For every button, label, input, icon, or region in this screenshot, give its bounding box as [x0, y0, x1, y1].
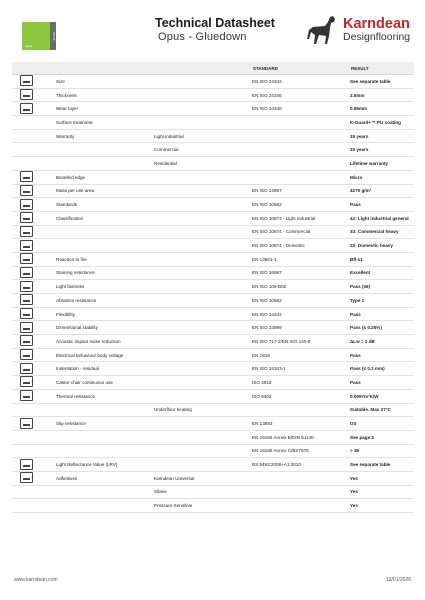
row-property — [56, 485, 154, 499]
row-icon-cell — [12, 157, 56, 171]
table-row — [12, 170, 414, 184]
row-option — [154, 252, 252, 266]
row-property: Slip resistance — [56, 417, 154, 431]
row-icon-cell — [12, 266, 56, 280]
row-result: 4270 g/m² — [350, 184, 414, 198]
row-standard — [252, 471, 350, 485]
spec-table-body — [12, 75, 414, 513]
spec-icon — [20, 335, 33, 346]
row-option — [154, 321, 252, 335]
table-row — [12, 458, 414, 472]
row-standard — [252, 403, 350, 417]
table-row — [12, 157, 414, 171]
row-standard: EN 13501-1 — [252, 252, 350, 266]
row-standard — [252, 129, 350, 143]
spec-icon — [20, 349, 33, 360]
table-row — [12, 252, 414, 266]
row-property: Bevelled edge — [56, 170, 154, 184]
spec-icon — [20, 376, 33, 387]
row-property — [56, 225, 154, 239]
row-option — [154, 116, 252, 130]
row-standard: EN ISO 717-2/EN ISO 140-8 — [252, 335, 350, 349]
table-row — [12, 417, 414, 431]
spec-icon — [20, 472, 33, 483]
table-row — [12, 389, 414, 403]
row-option — [154, 239, 252, 253]
row-icon-cell — [12, 458, 56, 472]
row-option: Residential — [154, 157, 252, 171]
table-row — [12, 102, 414, 116]
row-option — [154, 348, 252, 362]
row-property: Classification — [56, 211, 154, 225]
footer-date: 13/01/2026 — [385, 577, 411, 583]
row-icon-cell — [12, 116, 56, 130]
row-result: Pass — [350, 307, 414, 321]
row-property — [56, 430, 154, 444]
row-standard — [252, 170, 350, 184]
dog-icon — [305, 14, 339, 46]
row-icon-cell — [12, 225, 56, 239]
row-icon-cell — [12, 376, 56, 390]
table-row — [12, 75, 414, 89]
row-property: Acoustic impact noise reduction — [56, 335, 154, 349]
opus-logo-side: OPUS — [50, 22, 56, 50]
row-property: Thermal resistance — [56, 389, 154, 403]
row-option — [154, 170, 252, 184]
header-option-cell — [154, 62, 252, 75]
row-result: Bfl-s1 — [350, 252, 414, 266]
row-property: Abrasion resistance — [56, 294, 154, 308]
row-icon-cell — [12, 389, 56, 403]
spec-icon — [20, 89, 33, 100]
row-standard: EN ISO 10874 - Commercial — [252, 225, 350, 239]
row-result: Excellent — [350, 266, 414, 280]
row-standard: ISO 4918 — [252, 376, 350, 390]
row-icon-cell — [12, 348, 56, 362]
row-result: Pass (≤ 0.25%) — [350, 321, 414, 335]
row-option — [154, 430, 252, 444]
row-option: Karndean Universal — [154, 471, 252, 485]
spec-icon — [20, 390, 33, 401]
row-result: Pass (≤ 0.1 mm) — [350, 362, 414, 376]
table-row — [12, 225, 414, 239]
row-standard: EN 1815 — [252, 348, 350, 362]
row-standard: EN ISO 24346 — [252, 88, 350, 102]
row-property: Staining resistance — [56, 266, 154, 280]
row-icon-cell — [12, 403, 56, 417]
table-row — [12, 129, 414, 143]
row-result: 15 years — [350, 129, 414, 143]
row-icon-cell — [12, 170, 56, 184]
header-icon-cell — [12, 62, 56, 75]
row-result: Micro — [350, 170, 414, 184]
row-icon-cell — [12, 88, 56, 102]
row-standard: EN 16165 Annex C/BS7976 — [252, 444, 350, 458]
row-standard: EN ISO 24343-1 — [252, 362, 350, 376]
row-icon-cell — [12, 198, 56, 212]
row-option — [154, 225, 252, 239]
row-icon-cell — [12, 143, 56, 157]
row-result: 33: Commercial heavy — [350, 225, 414, 239]
table-row — [12, 321, 414, 335]
row-property — [56, 444, 154, 458]
row-standard: EN ISO 105-B02 — [252, 280, 350, 294]
row-option: Pressure Sensitive — [154, 499, 252, 513]
row-option — [154, 280, 252, 294]
row-result: Type 1 — [350, 294, 414, 308]
row-result: 15 years — [350, 143, 414, 157]
row-option — [154, 88, 252, 102]
spec-icon — [20, 185, 33, 196]
row-property — [56, 499, 154, 513]
row-property: Surface treatment — [56, 116, 154, 130]
row-icon-cell — [12, 430, 56, 444]
spec-icon — [20, 103, 33, 114]
spec-icon — [20, 459, 33, 470]
row-standard — [252, 116, 350, 130]
spec-icon — [20, 75, 33, 86]
row-icon-cell — [12, 102, 56, 116]
row-option — [154, 75, 252, 89]
row-result: Yes — [350, 471, 414, 485]
row-standard: EN 13893 — [252, 417, 350, 431]
row-property — [56, 143, 154, 157]
spec-icon — [20, 294, 33, 305]
row-option: Silane — [154, 485, 252, 499]
row-standard — [252, 143, 350, 157]
brand-name: Karndean — [343, 16, 410, 32]
spec-icon — [20, 253, 33, 264]
spec-icon — [20, 171, 33, 182]
spec-icon — [20, 281, 33, 292]
spec-table — [12, 62, 414, 513]
row-icon-cell — [12, 252, 56, 266]
table-row — [12, 280, 414, 294]
row-property: Standards — [56, 198, 154, 212]
page-subtitle: Opus - Gluedown — [158, 31, 247, 43]
row-result: See separate table — [350, 75, 414, 89]
row-result: Pass — [350, 376, 414, 390]
row-result: 23: Domestic heavy — [350, 239, 414, 253]
row-option: Commercial — [154, 143, 252, 157]
row-option — [154, 376, 252, 390]
row-icon-cell — [12, 307, 56, 321]
row-standard: EN ISO 10582 — [252, 294, 350, 308]
spec-icon — [20, 322, 33, 333]
row-result: Pass — [350, 198, 414, 212]
row-icon-cell — [12, 335, 56, 349]
row-result: Suitable. Max 27°C — [350, 403, 414, 417]
row-property — [56, 403, 154, 417]
row-standard: EN ISO 26987 — [252, 266, 350, 280]
spec-icon — [20, 212, 33, 223]
row-property: Mass per unit area — [56, 184, 154, 198]
row-icon-cell — [12, 239, 56, 253]
table-row — [12, 239, 414, 253]
row-property: Indentation - residual — [56, 362, 154, 376]
table-row — [12, 184, 414, 198]
row-icon-cell — [12, 75, 56, 89]
row-property: Flexibility — [56, 307, 154, 321]
row-result: Yes — [350, 499, 414, 513]
row-result: 2.5mm — [350, 88, 414, 102]
spec-icon — [20, 267, 33, 278]
row-property — [56, 157, 154, 171]
table-row — [12, 471, 414, 485]
table-row — [12, 485, 414, 499]
row-property: Electrical behaviour body voltage — [56, 348, 154, 362]
row-result: Pass — [350, 348, 414, 362]
row-property: Light fastness — [56, 280, 154, 294]
row-standard: EN 16165 Annex B/DIN 51130 — [252, 430, 350, 444]
row-option — [154, 458, 252, 472]
row-property: Warranty — [56, 129, 154, 143]
table-row — [12, 444, 414, 458]
row-result: DS — [350, 417, 414, 431]
table-row — [12, 362, 414, 376]
table-row — [12, 211, 414, 225]
row-property: Castor chair continuous use — [56, 376, 154, 390]
row-result: ΔLw = 2 dB — [350, 335, 414, 349]
row-standard: EN ISO 24344 — [252, 307, 350, 321]
row-result: See page 2 — [350, 430, 414, 444]
table-row — [12, 143, 414, 157]
row-option — [154, 211, 252, 225]
row-property: Size — [56, 75, 154, 89]
row-icon-cell — [12, 211, 56, 225]
row-icon-cell — [12, 184, 56, 198]
header-result: RESULT — [350, 62, 414, 75]
spec-icon — [20, 363, 33, 374]
row-result: Lifetime warranty — [350, 157, 414, 171]
table-row — [12, 430, 414, 444]
row-icon-cell — [12, 471, 56, 485]
table-header-row — [12, 62, 414, 75]
row-result: 0.55mm — [350, 102, 414, 116]
row-option — [154, 294, 252, 308]
row-property: Reaction to fire — [56, 252, 154, 266]
row-option — [154, 184, 252, 198]
row-icon-cell — [12, 129, 56, 143]
row-result: > 36 — [350, 444, 414, 458]
row-standard: EN ISO 24340 — [252, 102, 350, 116]
row-icon-cell — [12, 362, 56, 376]
row-icon-cell — [12, 417, 56, 431]
row-option — [154, 389, 252, 403]
row-option — [154, 417, 252, 431]
row-standard: EN ISO 10874 - Domestic — [252, 239, 350, 253]
row-option: Light industrial — [154, 129, 252, 143]
row-icon-cell — [12, 321, 56, 335]
table-row — [12, 307, 414, 321]
row-standard: EN ISO 23997 — [252, 184, 350, 198]
row-icon-cell — [12, 499, 56, 513]
row-standard — [252, 485, 350, 499]
row-icon-cell — [12, 280, 56, 294]
row-property: Dimensional stability — [56, 321, 154, 335]
row-option — [154, 335, 252, 349]
spec-icon — [20, 308, 33, 319]
row-result: Pass (≥6) — [350, 280, 414, 294]
table-row — [12, 198, 414, 212]
table-row — [12, 88, 414, 102]
row-standard: EN ISO 10874 - Light industrial — [252, 211, 350, 225]
table-row — [12, 376, 414, 390]
brand-tagline: Designflooring — [343, 31, 411, 43]
row-standard — [252, 157, 350, 171]
row-result: 42: Light industrial general — [350, 211, 414, 225]
footer-url: www.karndean.com — [14, 577, 58, 583]
row-option — [154, 102, 252, 116]
table-row — [12, 116, 414, 130]
table-row — [12, 266, 414, 280]
row-standard: EN ISO 24342 — [252, 75, 350, 89]
row-icon-cell — [12, 444, 56, 458]
row-result: 0.0097m²K/W — [350, 389, 414, 403]
spec-icon — [20, 226, 33, 237]
row-option — [154, 307, 252, 321]
row-icon-cell — [12, 485, 56, 499]
row-property: Thickness — [56, 88, 154, 102]
row-result: K-Guard+™ PU coating — [350, 116, 414, 130]
row-result: Yes — [350, 485, 414, 499]
table-row — [12, 348, 414, 362]
row-result: See separate table — [350, 458, 414, 472]
page-title: Technical Datasheet — [155, 16, 275, 30]
row-property: Wear layer — [56, 102, 154, 116]
row-standard: EN ISO 23999 — [252, 321, 350, 335]
opus-logo-label: Opus — [25, 44, 33, 48]
row-option — [154, 198, 252, 212]
row-standard: BS 8493:2008+A1:2010 — [252, 458, 350, 472]
table-row — [12, 335, 414, 349]
row-standard: ISO 8302 — [252, 389, 350, 403]
table-row — [12, 403, 414, 417]
spec-icon — [20, 199, 33, 210]
row-option — [154, 444, 252, 458]
row-icon-cell — [12, 294, 56, 308]
spec-icon — [20, 418, 33, 429]
header-standard: STANDARD — [252, 62, 350, 75]
row-option — [154, 266, 252, 280]
brand-logo — [305, 14, 410, 46]
row-property — [56, 239, 154, 253]
row-property: Adhesives — [56, 471, 154, 485]
row-property: Light Reflectance Value (LRV) — [56, 458, 154, 472]
row-option: Underfloor heating — [154, 403, 252, 417]
header-property-cell — [56, 62, 154, 75]
row-standard: EN ISO 10582 — [252, 198, 350, 212]
table-row — [12, 499, 414, 513]
row-option — [154, 362, 252, 376]
opus-logo — [22, 22, 56, 50]
row-standard — [252, 499, 350, 513]
spec-icon — [20, 240, 33, 251]
table-row — [12, 294, 414, 308]
